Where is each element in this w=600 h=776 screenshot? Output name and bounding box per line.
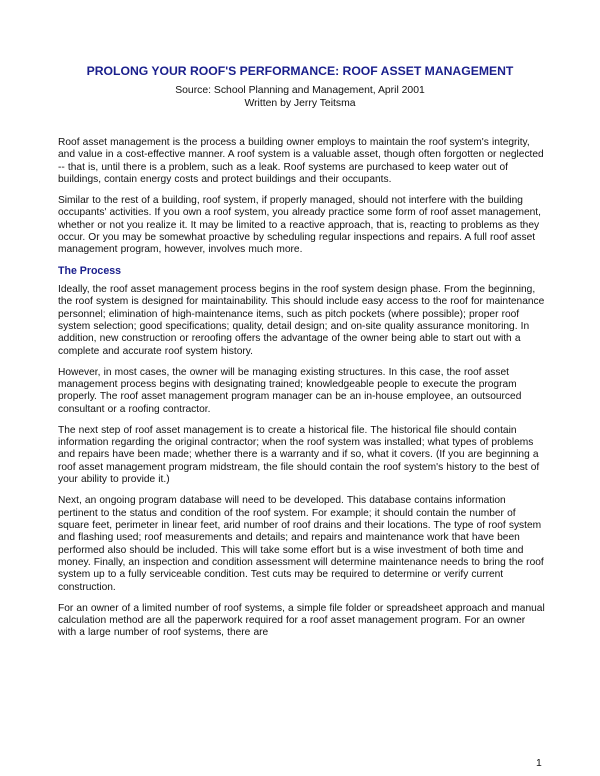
document-title: PROLONG YOUR ROOF'S PERFORMANCE: ROOF ASSET MANAGEMENT: [86, 64, 514, 78]
section-paragraph-5: For an owner of a limited number of roof systems, a simple file folder or spreadsheet approach and manual calculation method are all the paperwork required for a roof asset management program. For an owner with a large number of roof systems, there are: [58, 602, 545, 639]
section-heading: The Process: [58, 265, 122, 278]
source-line: Source: School Planning and Management, April 2001: [175, 85, 425, 96]
intro-paragraph-2: Similar to the rest of a building, roof system, if properly managed, should not interfere with the building occupants' activities. If you own a roof system, you already practice some form of roof asset management, whether or not you realize it. It may be limited to a reactive approach, that is, reacting to problems as they occur. Or you may be somewhat proactive by scheduling regular inspections and repairs. A full roof asset management program, however, involves much more.: [58, 195, 541, 256]
author-line: Written by Jerry Teitsma: [244, 98, 356, 109]
document-body: [58, 137, 546, 648]
intro-paragraph-1: Roof asset management is the process a building owner employs to maintain the roof system's integrity, and value in a cost-effective manner. A roof system is a valuable asset, though often forgotten or neglected -- that is, until there is a problem, such as a leak. Roof systems are purchased to keep water out of buildings, contain energy costs and protect buildings and their occupants.: [58, 137, 544, 186]
section-paragraph-4: Next, an ongoing program database will need to be developed. This database contains information pertinent to the status and condition of the roof system. For example; it should contain the number of square feet, perimeter in linear feet, arid number of roof drains and their locations. The type of roof system and flashing used; roof measurements and details; and repairs and maintenance work that have been performed also should be included. This will take some effort but is a wise investment of both time and money. Finally, an inspection and condition assessment will determine maintenance needs to bring the roof system up to a fully serviceable condition. Test cuts may be required to determine or verify current construction.: [58, 495, 544, 593]
section-paragraph-1: Ideally, the roof asset management process begins in the roof system design phase. From the beginning, the roof system is designed for maintainability. This should include easy access to the roof for maintenance personnel; elimination of high-maintenance items, such as pitch pockets (where possible); proper roof system selection; good specifications; quality, detail design; and on-site quality assurance monitoring. In addition, new construction or reroofing offers the advantage of the owner being able to start out with a complete and accurate roof system history.: [58, 283, 545, 357]
page-number: 1: [536, 758, 542, 769]
section-paragraph-3: The next step of roof asset management is to create a historical file. The historical file should contain information regarding the original contractor; when the roof system was installed; what types of problems and repairs have been made; whether there is a warranty and if so, what it covers. (If you are beginning a roof asset management program midstream, the file should contain the roof system's history to the best of your ability to provide it.): [58, 424, 540, 486]
section-paragraph-2: However, in most cases, the owner will be managing existing structures. In this case, the roof asset management process begins with designating trained; knowledgeable people to execute the program properly. The roof asset management program manager can be an in-house employee, an outsourced consultant or a roofing contractor.: [58, 366, 522, 415]
